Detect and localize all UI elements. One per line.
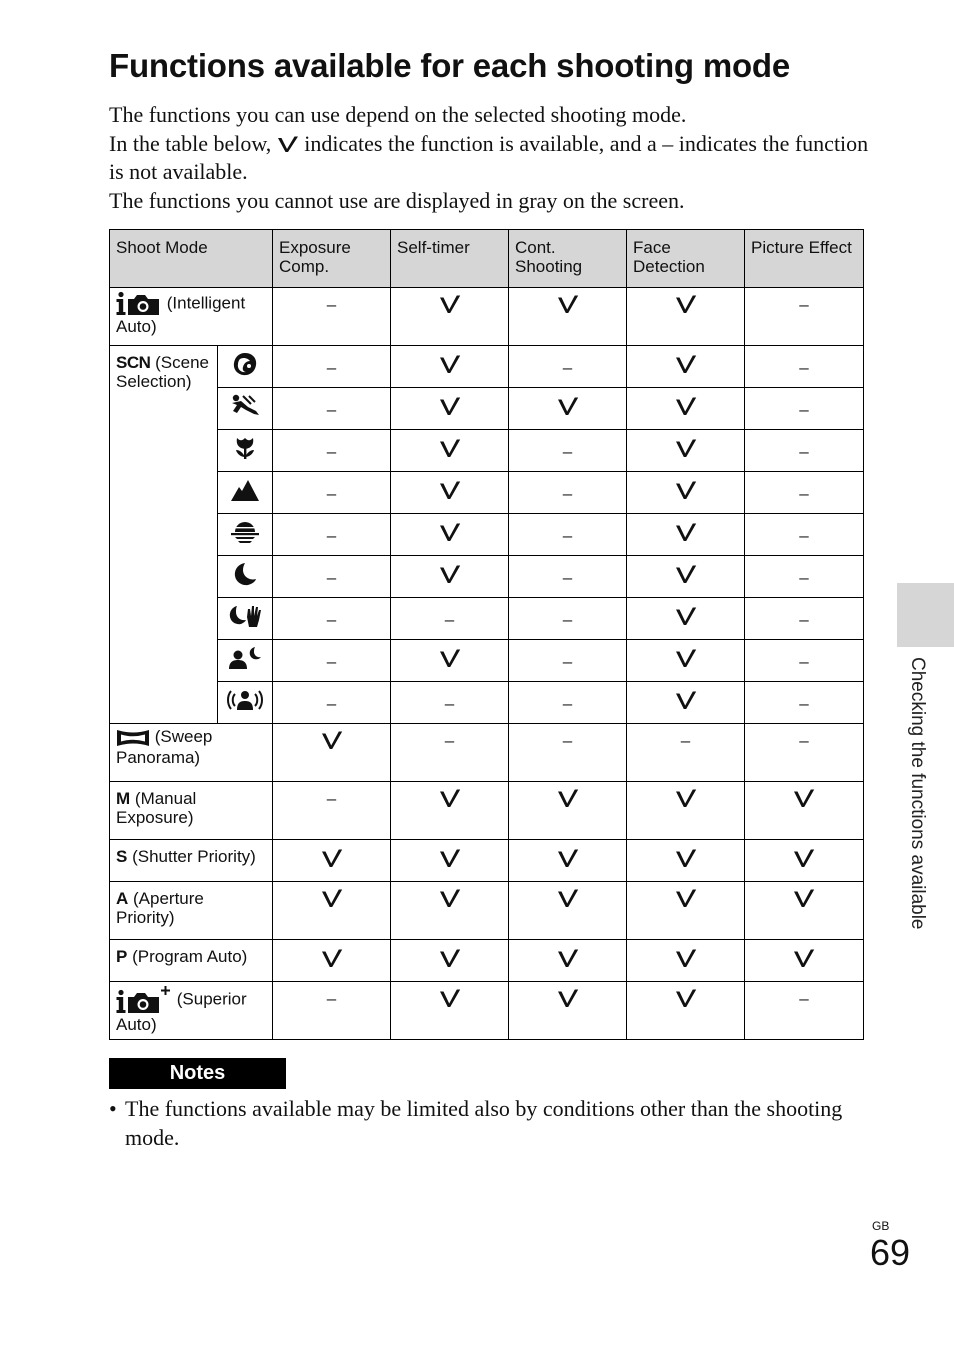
cell-exposure-comp	[273, 882, 391, 940]
cell-exposure-comp	[273, 598, 391, 640]
cell-exposure-comp	[273, 388, 391, 430]
dash: –	[799, 295, 809, 314]
cell-cont-shooting	[509, 682, 627, 724]
check-icon	[675, 793, 697, 812]
check-icon	[321, 953, 343, 972]
sports-action-icon	[218, 388, 273, 430]
check-icon	[793, 953, 815, 972]
cell-cont-shooting	[509, 840, 627, 882]
check-icon	[439, 953, 461, 972]
cell-self-timer	[391, 598, 509, 640]
cell-exposure-comp	[273, 472, 391, 514]
check-icon	[793, 853, 815, 872]
notes-heading: Notes	[109, 1058, 286, 1089]
dash: –	[326, 357, 337, 377]
table-row	[110, 724, 864, 782]
cell-cont-shooting	[509, 598, 627, 640]
check-icon	[557, 299, 579, 318]
dash: –	[326, 693, 337, 713]
table-row	[110, 556, 864, 598]
cell-picture-effect	[745, 940, 864, 982]
cell-picture-effect	[745, 724, 864, 782]
cell-face-detection	[627, 430, 745, 472]
header-exposure-comp: Exposure Comp.	[273, 230, 391, 288]
check-icon	[675, 953, 697, 972]
check-icon	[675, 527, 697, 546]
cell-face-detection	[627, 472, 745, 514]
table-row	[110, 882, 864, 940]
check-icon	[277, 135, 299, 153]
cell-self-timer	[391, 640, 509, 682]
dash: –	[444, 609, 455, 629]
check-icon	[557, 893, 579, 912]
mode-letter: A	[116, 889, 129, 908]
hand-held-twilight-icon	[218, 598, 273, 640]
table-header-row	[110, 230, 864, 288]
cell-cont-shooting	[509, 724, 627, 782]
dash: –	[562, 441, 573, 461]
check-icon	[439, 893, 461, 912]
cell-self-timer	[391, 724, 509, 782]
check-icon	[439, 993, 461, 1012]
cell-exposure-comp	[273, 982, 391, 1040]
mode-label: (Intelligent Auto)	[110, 288, 273, 346]
cell-cont-shooting	[509, 640, 627, 682]
anti-motion-blur-icon	[218, 682, 273, 724]
cell-cont-shooting	[509, 782, 627, 840]
bullet-icon: •	[109, 1096, 117, 1121]
cell-face-detection	[627, 840, 745, 882]
shooting-mode-table	[109, 229, 864, 1040]
table-row	[110, 346, 864, 388]
cell-face-detection	[627, 882, 745, 940]
dash: –	[562, 525, 573, 545]
cell-self-timer	[391, 840, 509, 882]
check-icon	[439, 853, 461, 872]
dash: –	[799, 731, 809, 750]
dash: –	[326, 567, 337, 587]
check-icon	[439, 299, 461, 318]
dash: –	[326, 399, 337, 419]
cell-cont-shooting	[509, 472, 627, 514]
cell-self-timer	[391, 682, 509, 724]
cell-picture-effect	[745, 388, 864, 430]
check-icon	[675, 611, 697, 630]
cell-self-timer	[391, 514, 509, 556]
night-scene-icon	[218, 556, 273, 598]
cell-picture-effect	[745, 840, 864, 882]
cell-self-timer	[391, 556, 509, 598]
cell-exposure-comp	[273, 640, 391, 682]
check-icon	[439, 527, 461, 546]
check-icon	[793, 793, 815, 812]
cell-self-timer	[391, 388, 509, 430]
check-icon	[675, 359, 697, 378]
check-icon	[321, 853, 343, 872]
check-icon	[675, 569, 697, 588]
table-row	[110, 430, 864, 472]
cell-face-detection	[627, 598, 745, 640]
check-icon	[557, 953, 579, 972]
check-icon	[439, 359, 461, 378]
check-icon	[675, 695, 697, 714]
dash: –	[326, 441, 337, 461]
cell-picture-effect	[745, 430, 864, 472]
cell-face-detection	[627, 288, 745, 346]
table-row	[110, 782, 864, 840]
dash: –	[326, 295, 337, 314]
notes-list	[109, 1095, 869, 1152]
cell-cont-shooting	[509, 388, 627, 430]
cell-face-detection	[627, 982, 745, 1040]
check-icon	[439, 485, 461, 504]
soft-skin-icon	[218, 346, 273, 388]
intelligent-auto-icon	[116, 293, 162, 312]
cell-exposure-comp	[273, 724, 391, 782]
dash: –	[562, 609, 573, 629]
header-picture-effect: Picture Effect	[745, 230, 864, 288]
cell-cont-shooting	[509, 346, 627, 388]
check-icon	[675, 893, 697, 912]
dash: –	[799, 399, 809, 419]
cell-exposure-comp	[273, 514, 391, 556]
dash: –	[680, 731, 691, 750]
cell-exposure-comp	[273, 782, 391, 840]
cell-exposure-comp	[273, 940, 391, 982]
cell-cont-shooting	[509, 430, 627, 472]
cell-face-detection	[627, 782, 745, 840]
table-row	[110, 840, 864, 882]
dash: –	[326, 989, 337, 1008]
cell-cont-shooting	[509, 514, 627, 556]
cell-picture-effect	[745, 472, 864, 514]
table-row	[110, 940, 864, 982]
cell-exposure-comp	[273, 682, 391, 724]
dash: –	[326, 651, 337, 671]
cell-picture-effect	[745, 682, 864, 724]
check-icon	[557, 993, 579, 1012]
cell-cont-shooting	[509, 556, 627, 598]
table-row	[110, 514, 864, 556]
cell-exposure-comp	[273, 840, 391, 882]
cell-face-detection	[627, 682, 745, 724]
dash: –	[326, 609, 337, 629]
cell-self-timer	[391, 940, 509, 982]
sunset-icon	[218, 514, 273, 556]
header-face-detection: Face Detection	[627, 230, 745, 288]
dash: –	[562, 693, 573, 713]
check-icon	[675, 443, 697, 462]
header-self-timer: Self-timer	[391, 230, 509, 288]
check-icon	[557, 401, 579, 420]
dash: –	[326, 483, 337, 503]
mode-letter: M	[116, 789, 131, 808]
intro-line-1: The functions you can use depend on the selected shooting mode.	[109, 102, 687, 127]
dash: –	[799, 609, 809, 629]
cell-face-detection	[627, 388, 745, 430]
intro-line-2: In the table below, indicates the function is available, and a – indicates the function is not available.	[109, 130, 869, 184]
cell-picture-effect	[745, 782, 864, 840]
cell-self-timer	[391, 782, 509, 840]
cell-face-detection	[627, 514, 745, 556]
dash: –	[562, 651, 573, 671]
night-portrait-icon	[218, 640, 273, 682]
superior-auto-icon	[116, 989, 172, 1008]
mode-letter: SCN	[116, 353, 151, 372]
dash: –	[799, 651, 809, 671]
dash: –	[562, 483, 573, 503]
mode-letter: S	[116, 847, 128, 866]
intro-text	[109, 101, 869, 215]
mode-label: M (Manual Exposure)	[110, 782, 273, 840]
mode-label-scene-selection: SCN (Scene Selection)	[110, 346, 218, 724]
cell-face-detection	[627, 940, 745, 982]
check-icon	[439, 793, 461, 812]
cell-exposure-comp	[273, 288, 391, 346]
dash: –	[799, 483, 809, 503]
cell-face-detection	[627, 724, 745, 782]
cell-self-timer	[391, 882, 509, 940]
landscape-icon	[218, 472, 273, 514]
check-icon	[557, 793, 579, 812]
cell-face-detection	[627, 346, 745, 388]
intro-line-3: The functions you cannot use are displayed in gray on the screen.	[109, 187, 685, 213]
cell-picture-effect	[745, 882, 864, 940]
cell-exposure-comp	[273, 556, 391, 598]
page-title: Functions available for each shooting mode	[109, 47, 791, 84]
header-cont-shooting: Cont. Shooting	[509, 230, 627, 288]
dash: –	[562, 731, 573, 750]
section-tab-label: Checking the functions available	[907, 657, 928, 930]
check-icon	[439, 443, 461, 462]
region-code: GB	[872, 1219, 890, 1233]
cell-cont-shooting	[509, 288, 627, 346]
check-icon	[439, 569, 461, 588]
sweep-panorama-icon	[116, 727, 150, 746]
check-icon	[321, 735, 343, 754]
cell-face-detection	[627, 556, 745, 598]
dash: –	[562, 357, 573, 377]
check-icon	[675, 993, 697, 1012]
dash: –	[562, 567, 573, 587]
macro-icon	[218, 430, 273, 472]
cell-face-detection	[627, 640, 745, 682]
table-row	[110, 598, 864, 640]
check-icon	[675, 401, 697, 420]
check-icon	[675, 853, 697, 872]
cell-cont-shooting	[509, 982, 627, 1040]
dash: –	[444, 731, 455, 750]
mode-label: A (Aperture Priority)	[110, 882, 273, 940]
check-icon	[675, 653, 697, 672]
mode-label: P (Program Auto)	[110, 940, 273, 982]
cell-self-timer	[391, 430, 509, 472]
cell-picture-effect	[745, 640, 864, 682]
cell-picture-effect	[745, 346, 864, 388]
note-item: • The functions available may be limited also by conditions other than the shooting mode.	[109, 1096, 843, 1150]
table-row	[110, 682, 864, 724]
table-row	[110, 288, 864, 346]
cell-self-timer	[391, 288, 509, 346]
dash: –	[799, 441, 809, 461]
table-row	[110, 388, 864, 430]
dash: –	[326, 525, 337, 545]
cell-self-timer	[391, 472, 509, 514]
check-icon	[557, 853, 579, 872]
section-tab	[897, 583, 954, 647]
table-row	[110, 640, 864, 682]
check-icon	[439, 653, 461, 672]
header-shoot-mode: Shoot Mode	[110, 230, 273, 288]
dash: –	[799, 357, 809, 377]
mode-label: (Sweep Panorama)	[110, 724, 273, 782]
cell-exposure-comp	[273, 346, 391, 388]
cell-picture-effect	[745, 556, 864, 598]
dash: –	[799, 989, 809, 1008]
cell-cont-shooting	[509, 940, 627, 982]
cell-picture-effect	[745, 288, 864, 346]
check-icon	[321, 893, 343, 912]
dash: –	[799, 693, 809, 713]
check-icon	[675, 485, 697, 504]
mode-letter: P	[116, 947, 128, 966]
dash: –	[444, 693, 455, 713]
cell-cont-shooting	[509, 882, 627, 940]
cell-picture-effect	[745, 598, 864, 640]
dash: –	[799, 525, 809, 545]
cell-picture-effect	[745, 514, 864, 556]
mode-label: S (Shutter Priority)	[110, 840, 273, 882]
cell-exposure-comp	[273, 430, 391, 472]
cell-picture-effect	[745, 982, 864, 1040]
mode-label: (Superior Auto)	[110, 982, 273, 1040]
table-row	[110, 982, 864, 1040]
table-row	[110, 472, 864, 514]
cell-self-timer	[391, 346, 509, 388]
dash: –	[326, 789, 337, 808]
check-icon	[675, 299, 697, 318]
check-icon	[793, 893, 815, 912]
page-number: 69	[870, 1232, 911, 1273]
check-icon	[439, 401, 461, 420]
dash: –	[799, 567, 809, 587]
cell-self-timer	[391, 982, 509, 1040]
